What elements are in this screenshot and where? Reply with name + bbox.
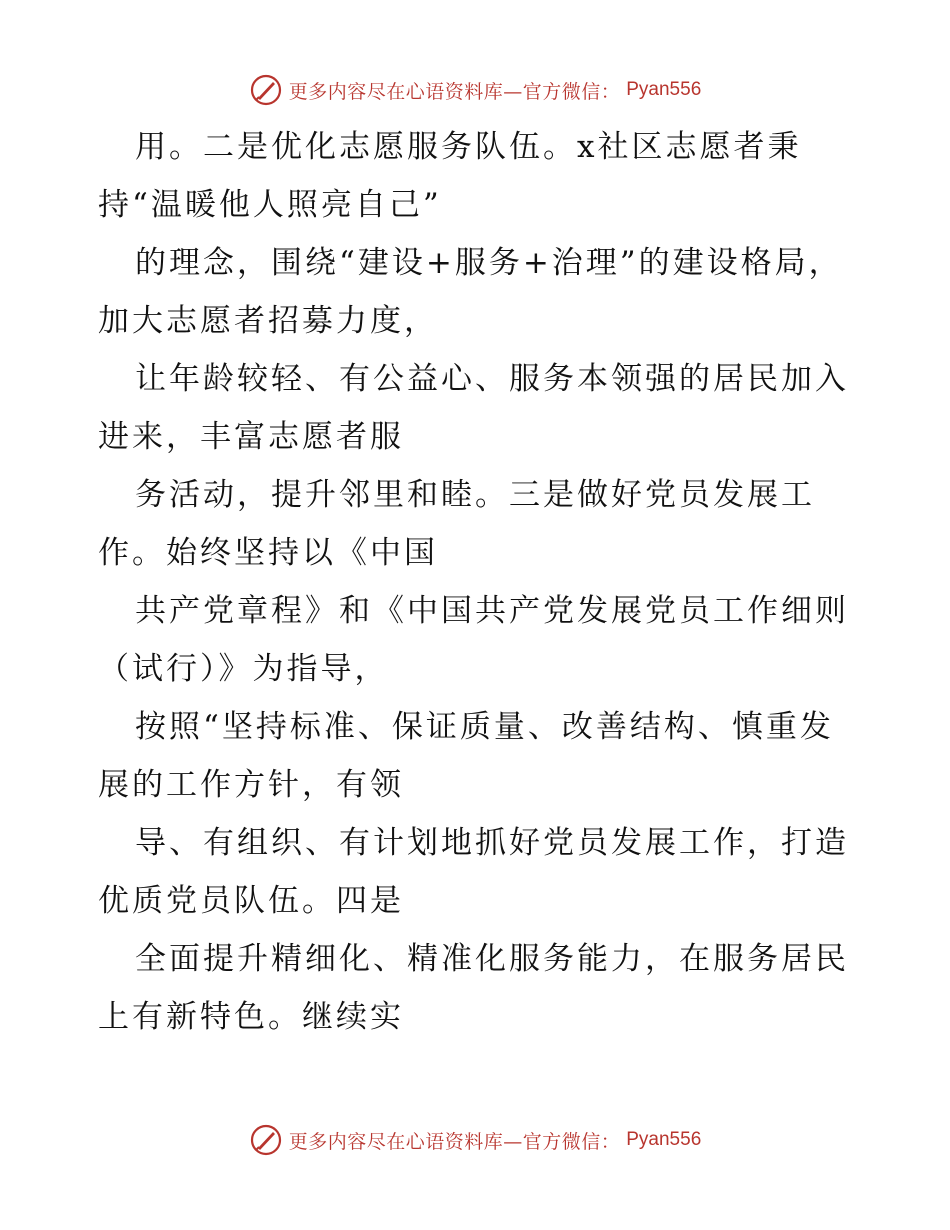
document-body (98, 118, 858, 1046)
quill-logo-icon (249, 73, 283, 107)
watermark-text: 更多内容尽在心语资料库—官方微信： (288, 1130, 621, 1153)
text-line: 的理念，围绕“建设+服务+治理”的建设格局， (135, 245, 843, 281)
text-line: 上有新特色。继续实 (98, 999, 404, 1035)
text-line: 用。二是优化志愿服务队伍。x社区志愿者秉 (135, 129, 802, 165)
text-line: （试行）》为指导， (98, 651, 389, 687)
text-line: 共产党章程》和《中国共产党发展党员工作细则 (135, 593, 849, 629)
footer-watermark (0, 1120, 950, 1160)
text-line: 持“温暖他人照亮自己” (98, 187, 442, 223)
quill-logo-icon (249, 1123, 283, 1157)
text-line: 让年龄较轻、有公益心、服务本领强的居民加入 (135, 361, 849, 397)
watermark-handle: Pyan556 (626, 1129, 702, 1150)
text-line: 进来，丰富志愿者服 (98, 419, 404, 455)
watermark-text: 更多内容尽在心语资料库—官方微信： (288, 80, 621, 103)
text-line: 按照“坚持标准、保证质量、改善结构、慎重发 (135, 709, 834, 745)
text-line: 作。始终坚持以《中国 (98, 535, 438, 571)
text-line: 展的工作方针，有领 (98, 767, 404, 803)
text-line: 加大志愿者招募力度， (98, 303, 438, 339)
text-line: 优质党员队伍。四是 (98, 883, 404, 919)
watermark-handle: Pyan556 (626, 79, 702, 100)
header-watermark (0, 70, 950, 110)
text-line: 导、有组织、有计划地抓好党员发展工作，打造 (135, 825, 849, 861)
text-line: 全面提升精细化、精准化服务能力，在服务居民 (135, 941, 849, 977)
text-line: 务活动，提升邻里和睦。三是做好党员发展工 (135, 477, 815, 513)
